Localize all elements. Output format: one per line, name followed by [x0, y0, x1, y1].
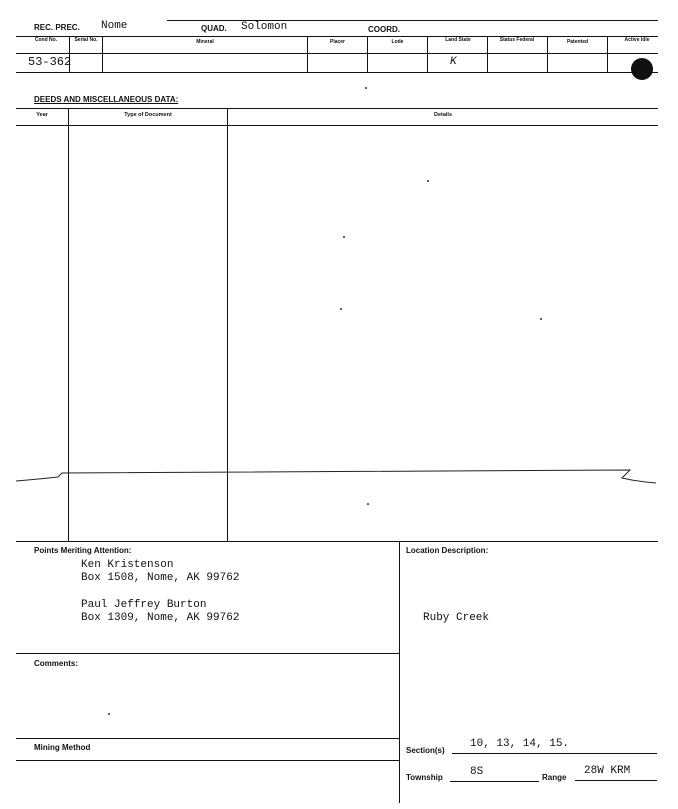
point-1-address: Box 1508, Nome, AK 99762 — [81, 572, 240, 584]
comments-rule — [16, 653, 399, 654]
bottom-divider — [399, 541, 400, 803]
deeds-col-year: Year — [36, 112, 48, 118]
quad-value: Solomon — [241, 21, 288, 33]
township-label: Township — [406, 773, 443, 782]
deeds-col-details: Details — [433, 112, 453, 118]
deeds-col-type: Type of Document — [124, 112, 172, 118]
speck — [540, 318, 542, 320]
location-value: Ruby Creek — [423, 612, 490, 624]
coord-label: COORD. — [368, 25, 400, 34]
point-1-name: Ken Kristenson — [81, 559, 174, 571]
speck — [427, 180, 429, 182]
speck — [343, 236, 345, 238]
range-value: 28W KRM — [584, 765, 631, 777]
col-header-cond-no: Cond No. — [34, 37, 58, 43]
township-underline — [450, 781, 539, 782]
col-header-land-state: Land State — [445, 37, 471, 43]
township-value: 8S — [470, 766, 484, 778]
mining-method-rule — [16, 738, 399, 739]
col-header-lode: Lode — [391, 39, 404, 45]
col-header-status-federal: Status Federal — [499, 37, 535, 43]
bottom-section-top-rule — [16, 541, 658, 542]
location-label: Location Description: — [406, 546, 489, 555]
range-label: Range — [542, 773, 567, 782]
col-header-placer: Placer — [329, 39, 345, 45]
mining-method-label: Mining Method — [34, 743, 91, 752]
rec-prec-label: REC. PREC. — [34, 23, 80, 32]
point-2-name: Paul Jeffrey Burton — [81, 599, 207, 611]
range-underline — [575, 780, 657, 781]
col-header-patented: Patented — [566, 39, 589, 45]
comments-label: Comments: — [34, 659, 79, 668]
col-header-active-idle: Active Idle — [624, 37, 650, 43]
cond-no-value: 53-362 — [28, 55, 72, 69]
col-header-serial-no: Serial No. — [74, 37, 98, 43]
points-label: Points Meriting Attention: — [34, 546, 132, 555]
land-state-mark: K — [450, 56, 457, 68]
speck — [367, 503, 369, 505]
col-header-mineral: Mineral — [196, 39, 214, 45]
quad-label: QUAD. — [201, 24, 227, 33]
sections-underline — [452, 753, 657, 754]
rec-prec-value: Nome — [101, 20, 128, 32]
mining-method-underline — [16, 760, 399, 761]
deeds-title: DEEDS AND MISCELLANEOUS DATA: — [34, 95, 179, 104]
sections-value: 10, 13, 14, 15. — [470, 738, 570, 750]
sections-label: Section(s) — [406, 746, 445, 755]
speck — [108, 713, 110, 715]
speck — [340, 308, 342, 310]
point-2-address: Box 1309, Nome, AK 99762 — [81, 612, 240, 624]
